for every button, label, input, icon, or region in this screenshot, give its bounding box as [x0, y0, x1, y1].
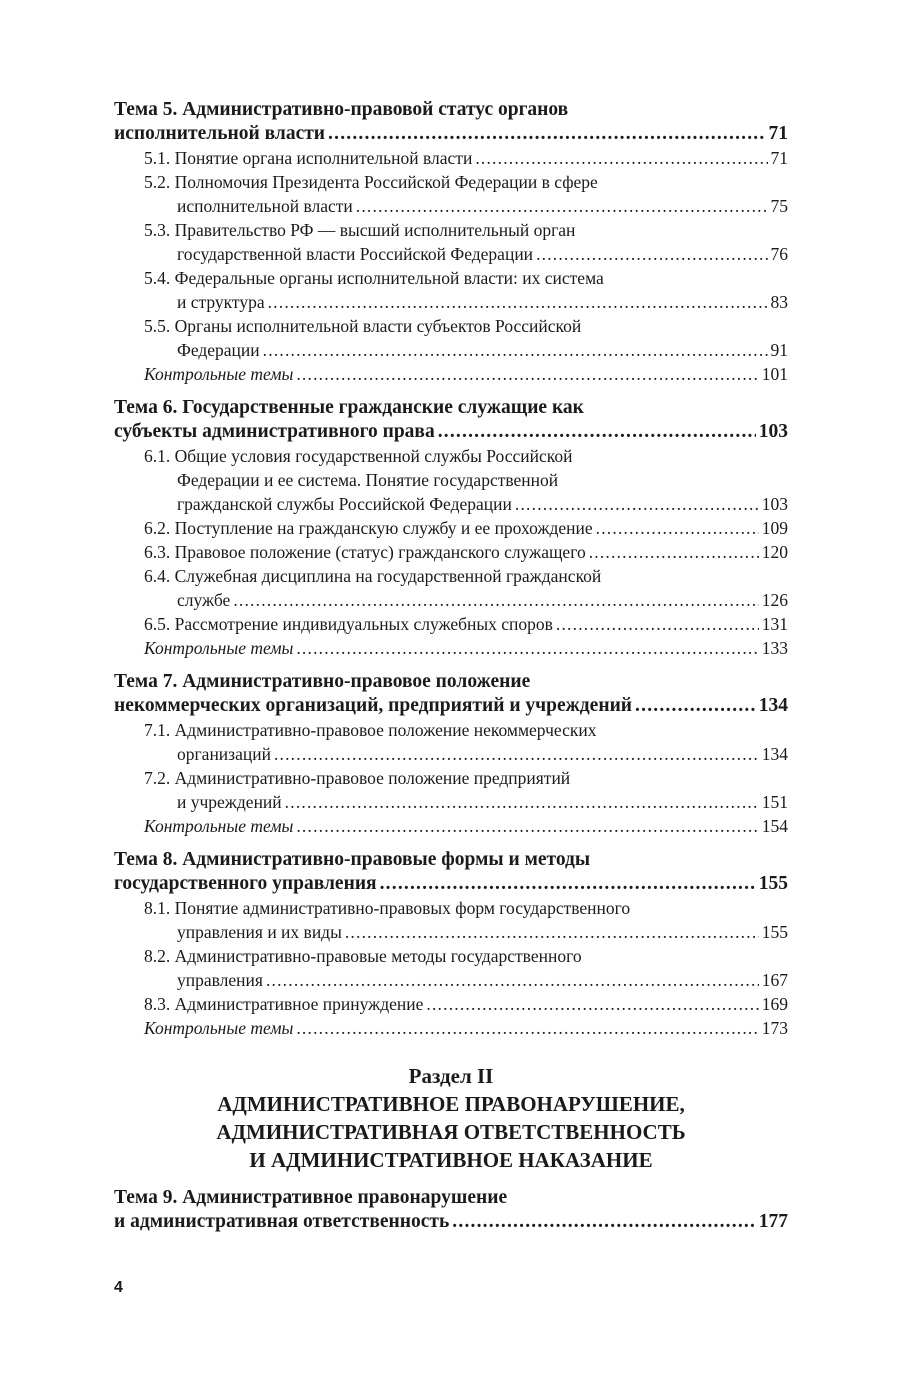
- toc-entry: [114, 718, 788, 766]
- entry-page-number: 75: [770, 196, 788, 216]
- topic-title-line: Тема 8. Административно-правовые формы и методы: [114, 849, 591, 870]
- control-topics-entry: [114, 814, 788, 838]
- section-heading: [114, 1062, 788, 1174]
- entry-title-cont: Федерации: [177, 340, 260, 360]
- toc-entry: [114, 766, 788, 814]
- dot-leader: [296, 814, 758, 838]
- topic-page-number: 71: [768, 123, 788, 144]
- toc-topic-8: [114, 848, 788, 896]
- entry-page-number: 134: [761, 744, 788, 764]
- toc-entry: [114, 612, 788, 636]
- entry-title-cont: и учреждений: [177, 792, 282, 812]
- topic-page-number: 103: [758, 421, 788, 442]
- control-topics-entry: [114, 362, 788, 386]
- page-number: 4: [114, 1279, 123, 1296]
- entry-page-number: 173: [761, 1018, 788, 1038]
- topic-title-line: Тема 9. Административное правонарушение: [114, 1187, 508, 1208]
- dot-leader: [536, 242, 767, 266]
- entry-title: 6.1. Общие условия государственной службы Российской: [144, 446, 573, 466]
- dot-leader: [589, 540, 759, 564]
- dot-leader: [635, 694, 756, 718]
- dot-leader: [438, 420, 756, 444]
- toc-entry: [114, 146, 788, 170]
- entry-title-cont: службе: [177, 590, 231, 610]
- topic-title-final-line: [114, 872, 788, 896]
- dot-leader: [233, 588, 758, 612]
- topic-title-text: государственного управления: [114, 873, 377, 894]
- entry-title: 5.4. Федеральные органы исполнительной власти: их система: [144, 268, 604, 288]
- entry-page-number: 83: [770, 292, 788, 312]
- toc-entry: [114, 314, 788, 362]
- entry-title-cont: управления: [177, 970, 263, 990]
- entry-title-cont: управления и их виды: [177, 922, 342, 942]
- control-topics-label: Контрольные темы: [144, 638, 294, 658]
- entry-page-number: 167: [761, 970, 788, 990]
- entry-page-number: 154: [761, 816, 788, 836]
- dot-leader: [268, 290, 768, 314]
- entry-title-cont: Федерации и ее система. Понятие государственной: [177, 470, 559, 490]
- topic-title-final-line: [114, 1210, 788, 1234]
- toc-entry: [114, 444, 788, 516]
- entry-title: 7.1. Административно-правовое положение некоммерческих: [144, 720, 597, 740]
- entry-page-number: 101: [761, 364, 788, 384]
- topic-title-text: некоммерческих организаций, предприятий и учреждений: [114, 695, 633, 716]
- entry-page-number: 103: [761, 494, 788, 514]
- entry-page-number: 120: [761, 542, 788, 562]
- entry-title: 5.5. Органы исполнительной власти субъектов Российской: [144, 316, 582, 336]
- toc-entry: [114, 944, 788, 992]
- dot-leader: [274, 742, 759, 766]
- topic-title-line: Тема 5. Административно-правовой статус органов: [114, 99, 569, 120]
- topic-title-final-line: [114, 420, 788, 444]
- control-topics-entry: [114, 1016, 788, 1040]
- dot-leader: [345, 920, 759, 944]
- topic-title-final-line: [114, 122, 788, 146]
- dot-leader: [515, 492, 759, 516]
- toc-topic-5: [114, 98, 788, 146]
- toc-entry: [114, 218, 788, 266]
- toc-entry: [114, 170, 788, 218]
- entry-page-number: 76: [770, 244, 788, 264]
- toc-topic-7: [114, 670, 788, 718]
- entry-title: 5.1. Понятие органа исполнительной власти: [144, 148, 473, 168]
- topic-title-text: исполнительной власти: [114, 123, 326, 144]
- topic-title-text: и административная ответственность: [114, 1211, 450, 1232]
- dot-leader: [296, 636, 758, 660]
- entry-title-cont: организаций: [177, 744, 271, 764]
- dot-leader: [285, 790, 759, 814]
- topic-title-final-line: [114, 694, 788, 718]
- dot-leader: [556, 612, 759, 636]
- topic-page-number: 134: [758, 695, 788, 716]
- entry-page-number: 151: [761, 792, 788, 812]
- toc-entry: [114, 564, 788, 612]
- topic-page-number: 155: [758, 873, 788, 894]
- entry-title-cont: государственной власти Российской Федерации: [177, 244, 534, 264]
- topic-title-line: Тема 7. Административно-правовое положение: [114, 671, 531, 692]
- section-title-line: И АДМИНИСТРАТИВНОЕ НАКАЗАНИЕ: [249, 1148, 653, 1172]
- toc-entry: [114, 540, 788, 564]
- entry-title: 6.3. Правовое положение (статус) гражданского служащего: [144, 542, 586, 562]
- entry-title-cont: исполнительной власти: [177, 196, 353, 216]
- entry-title: 5.3. Правительство РФ — высший исполнительный орган: [144, 220, 576, 240]
- entry-title: 6.2. Поступление на гражданскую службу и ее прохождение: [144, 518, 593, 538]
- entry-page-number: 131: [761, 614, 788, 634]
- entry-page-number: 169: [761, 994, 788, 1014]
- entry-title: 5.2. Полномочия Президента Российской Федерации в сфере: [144, 172, 598, 192]
- entry-title-cont: гражданской службы Российской Федерации: [177, 494, 512, 514]
- section-title-line: АДМИНИСТРАТИВНОЕ ПРАВОНАРУШЕНИЕ,: [217, 1092, 685, 1116]
- dot-leader: [452, 1210, 755, 1234]
- section-title-line: АДМИНИСТРАТИВНАЯ ОТВЕТСТВЕННОСТЬ: [216, 1120, 686, 1144]
- entry-title: 6.4. Служебная дисциплина на государственной гражданской: [144, 566, 602, 586]
- entry-title: 8.1. Понятие административно-правовых форм государственного: [144, 898, 631, 918]
- table-of-contents: [114, 98, 788, 1234]
- entry-page-number: 155: [761, 922, 788, 942]
- entry-page-number: 71: [770, 148, 788, 168]
- section-label: Раздел II: [408, 1064, 494, 1088]
- entry-title: 7.2. Административно-правовое положение предприятий: [144, 768, 571, 788]
- toc-entry: [114, 266, 788, 314]
- dot-leader: [328, 122, 765, 146]
- entry-page-number: 126: [761, 590, 788, 610]
- entry-title: 6.5. Рассмотрение индивидуальных служебных споров: [144, 614, 553, 634]
- dot-leader: [296, 362, 758, 386]
- toc-entry: [114, 896, 788, 944]
- control-topics-entry: [114, 636, 788, 660]
- dot-leader: [596, 516, 759, 540]
- control-topics-label: Контрольные темы: [144, 364, 294, 384]
- topic-page-number: 177: [758, 1211, 788, 1232]
- entry-page-number: 91: [770, 340, 788, 360]
- toc-topic-6: [114, 396, 788, 444]
- dot-leader: [263, 338, 768, 362]
- dot-leader: [296, 1016, 758, 1040]
- control-topics-label: Контрольные темы: [144, 816, 294, 836]
- dot-leader: [426, 992, 758, 1016]
- dot-leader: [266, 968, 759, 992]
- entry-title-cont: и структура: [177, 292, 265, 312]
- entry-page-number: 133: [761, 638, 788, 658]
- toc-entry: [114, 992, 788, 1016]
- toc-topic-9: [114, 1186, 788, 1234]
- topic-title-line: Тема 6. Государственные гражданские служащие как: [114, 397, 584, 418]
- entry-title: 8.2. Административно-правовые методы государственного: [144, 946, 582, 966]
- toc-entry: [114, 516, 788, 540]
- control-topics-label: Контрольные темы: [144, 1018, 294, 1038]
- topic-title-text: субъекты административного права: [114, 421, 435, 442]
- entry-page-number: 109: [761, 518, 788, 538]
- entry-title: 8.3. Административное принуждение: [144, 994, 424, 1014]
- dot-leader: [356, 194, 768, 218]
- dot-leader: [380, 872, 756, 896]
- dot-leader: [475, 146, 767, 170]
